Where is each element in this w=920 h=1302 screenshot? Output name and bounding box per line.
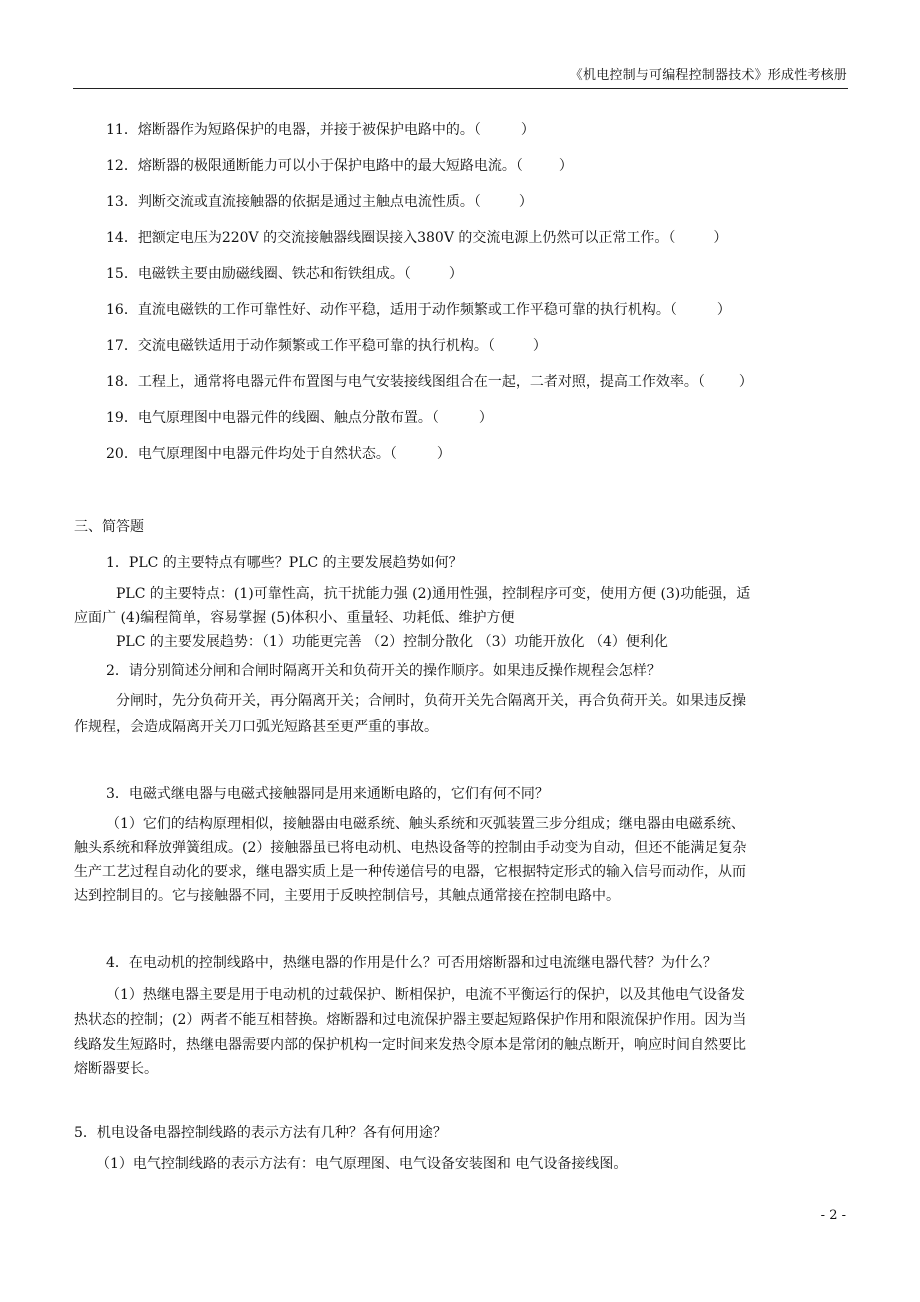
item-number: 16． bbox=[106, 302, 138, 318]
item-close-paren: ） bbox=[520, 122, 535, 138]
question-4: 4．在电动机的控制线路中，热继电器的作用是什么？可否用熔断器和过电流继电器代替？为什么？ bbox=[106, 955, 717, 971]
answer-3-line-1: （1）它们的结构原理相似，接触器由电磁系统、触头系统和灭弧装置三步分组成；继电器由电磁系统、 bbox=[106, 816, 745, 832]
item-close-paren: ） bbox=[436, 446, 451, 462]
item-close-paren: ） bbox=[716, 302, 731, 318]
question-2: 2．请分别简述分闸和合闸时隔离开关和负荷开关的操作顺序。如果违反操作规程会怎样？ bbox=[106, 663, 661, 679]
answer-4-line-2: 热状态的控制；(2）两者不能互相替换。熔断器和过电流保护器主要起短路保护作用和限流保护作用。因为当 bbox=[74, 1012, 747, 1028]
item-number: 13． bbox=[106, 194, 138, 210]
item-number: 15． bbox=[106, 266, 138, 282]
item-number: 19． bbox=[106, 410, 138, 426]
item-close-paren: ） bbox=[532, 338, 547, 354]
item-close-paren: ） bbox=[448, 266, 463, 282]
judgement-item-20 bbox=[106, 445, 451, 463]
item-text: 熔断器作为短路保护的电器，并接于被保护电路中的。（ bbox=[137, 122, 481, 138]
judgement-item-12 bbox=[106, 157, 573, 175]
answer-1-line-1: PLC 的主要特点：(1)可靠性高，抗干扰能力强 (2)通用性强，控制程序可变，使用方便 (3)功能强，适 bbox=[116, 586, 751, 602]
item-close-paren: ） bbox=[558, 158, 573, 174]
item-text: 交流电磁铁适用于动作频繁或工作平稳可靠的执行机构。（ bbox=[137, 338, 495, 354]
answer-5-line-1: （1）电气控制线路的表示方法有：电气原理图、电气设备安装图和 电气设备接线图。 bbox=[96, 1156, 628, 1172]
page-number: - 2 - bbox=[820, 1208, 846, 1223]
item-close-paren: ） bbox=[478, 410, 493, 426]
item-text: 电气原理图中电器元件均处于自然状态。（ bbox=[137, 446, 397, 462]
answer-2-line-1: 分闸时，先分负荷开关，再分隔离开关；合闸时，负荷开关先合隔离开关，再合负荷开关。如果违反操 bbox=[116, 693, 746, 709]
item-text: 熔断器的极限通断能力可以小于保护电路中的最大短路电流。（ bbox=[137, 158, 523, 174]
answer-3-line-4: 达到控制目的。它与接触器不同，主要用于反映控制信号，其触点通常接在控制电路中。 bbox=[74, 888, 620, 904]
answer-4-line-1: （1）热继电器主要是用于电动机的过载保护、断相保护，电流不平衡运行的保护，以及其他电气设备发 bbox=[106, 987, 745, 1003]
judgement-item-16 bbox=[106, 301, 731, 319]
item-text: 电磁铁主要由励磁线圈、铁芯和衔铁组成。（ bbox=[137, 266, 411, 282]
question-3: 3．电磁式继电器与电磁式接触器同是用来通断电路的，它们有何不同？ bbox=[106, 786, 549, 802]
item-text: 判断交流或直流接触器的依据是通过主触点电流性质。（ bbox=[137, 194, 481, 210]
answer-3-line-3: 生产工艺过程自动化的要求，继电器实质上是一种传递信号的电器，它根据特定形式的输入信号而动作，从而 bbox=[74, 864, 746, 880]
item-number: 20． bbox=[106, 446, 138, 462]
item-close-paren: ） bbox=[518, 194, 533, 210]
question-1: 1．PLC 的主要特点有哪些？PLC 的主要发展趋势如何？ bbox=[106, 555, 463, 571]
item-number: 18． bbox=[106, 374, 138, 390]
item-text: 电气原理图中电器元件的线圈、触点分散布置。（ bbox=[137, 410, 439, 426]
item-number: 11． bbox=[106, 122, 138, 138]
judgement-item-11 bbox=[106, 121, 535, 139]
item-text: 工程上，通常将电器元件布置图与电气安装接线图组合在一起，二者对照，提高工作效率。（ bbox=[137, 374, 705, 390]
section-heading: 三、简答题 bbox=[74, 519, 144, 535]
answer-3-line-2: 触头系统和释放弹簧组成。(2）接触器虽已将电动机、电热设备等的控制由手动变为自动，但还不能满足复杂 bbox=[74, 840, 747, 856]
judgement-item-18 bbox=[106, 373, 753, 391]
answer-4-line-4: 熔断器要长。 bbox=[74, 1061, 158, 1077]
question-5: 5．机电设备电器控制线路的表示方法有几种？各有何用途？ bbox=[74, 1125, 447, 1141]
item-number: 14． bbox=[106, 230, 138, 246]
item-close-paren: ） bbox=[713, 230, 728, 246]
item-number: 12． bbox=[106, 158, 138, 174]
header-divider bbox=[73, 88, 848, 89]
item-number: 17． bbox=[106, 338, 138, 354]
answer-2-line-2: 作规程，会造成隔离开关刀口弧光短路甚至更严重的事故。 bbox=[74, 719, 438, 735]
document-header-title: 《机电控制与可编程控制器技术》形成性考核册 bbox=[569, 68, 847, 83]
judgement-item-17 bbox=[106, 337, 547, 355]
item-text: 直流电磁铁的工作可靠性好、动作平稳，适用于动作频繁或工作平稳可靠的执行机构。（ bbox=[137, 302, 677, 318]
judgement-item-14 bbox=[106, 229, 727, 247]
judgement-item-13 bbox=[106, 193, 533, 211]
answer-1-line-3: PLC 的主要发展趋势：（1）功能更完善 （2）控制分散化 （3）功能开放化 （4）便利化 bbox=[116, 634, 668, 650]
judgement-item-15 bbox=[106, 265, 463, 283]
judgement-item-19 bbox=[106, 409, 493, 427]
item-close-paren: ） bbox=[738, 374, 753, 390]
answer-1-line-2: 应面广 (4)编程简单，容易掌握 (5)体积小、重量轻、功耗低、维护方便 bbox=[74, 610, 515, 626]
item-text: 把额定电压为220V 的交流接触器线圈误接入380V 的交流电源上仍然可以正常工作。（ bbox=[137, 230, 676, 246]
answer-4-line-3: 线路发生短路时，热继电器需要内部的保护机构一定时间来发热令原本是常闭的触点断开，响应时间自然要比 bbox=[74, 1037, 746, 1053]
